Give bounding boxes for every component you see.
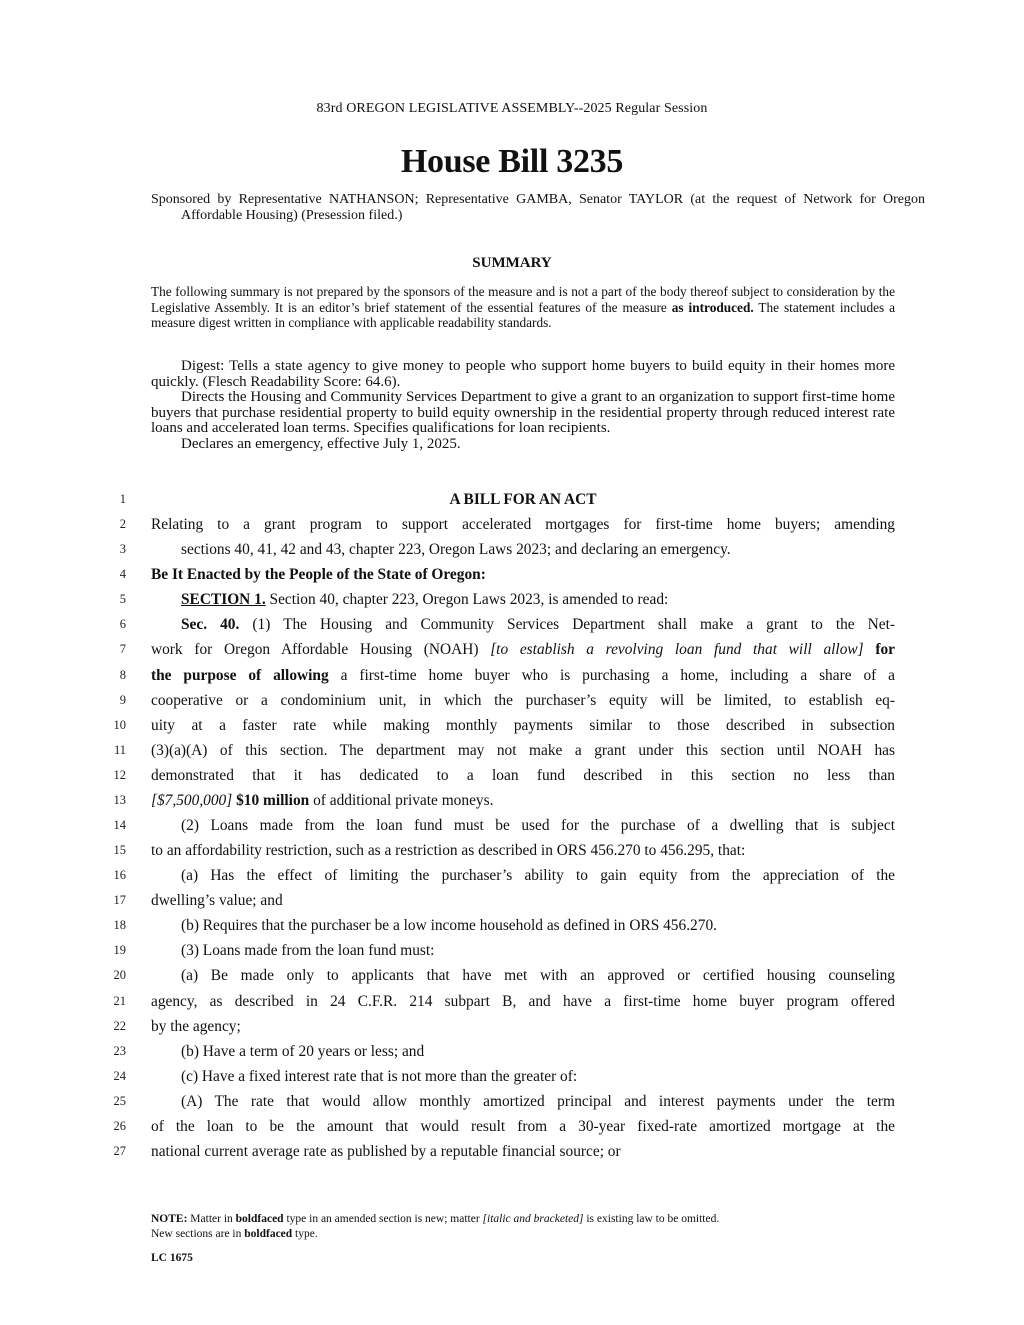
bill-line — [0, 989, 1024, 1014]
bill-line — [0, 1139, 1024, 1164]
line-number: 2 — [119, 517, 126, 532]
bill-line — [0, 612, 1024, 637]
bill-line — [0, 738, 1024, 763]
bill-line — [0, 713, 1024, 738]
line-text: dwelling’s value; and — [151, 892, 283, 910]
bill-line — [0, 663, 1024, 688]
line-text: national current average rate as published by a reputable financial source; or — [151, 1143, 621, 1161]
bill-line — [0, 938, 1024, 963]
act-heading-text: A BILL FOR AN ACT — [449, 491, 597, 508]
digest-text: Digest: Tells a state agency to give money to people who support home buyers to build equity in their homes more quickly. (Flesch Readability Score: 64.6). — [151, 358, 895, 390]
l7-text: work for Oregon Affordable Housing (NOAH) — [151, 641, 491, 659]
summary-intro-bold: as introduced. — [671, 299, 754, 315]
bill-line — [0, 763, 1024, 788]
line-number: 20 — [113, 968, 126, 983]
l13-deleted: [$7,500,000] — [151, 791, 233, 809]
summary-intro — [151, 284, 895, 331]
sec-label: Sec. 40. — [181, 616, 240, 634]
note-bold1: boldfaced — [235, 1213, 284, 1225]
line-text: of the loan to be the amount that would result from a 30-year fixed-rate amortized mortgage at the — [151, 1117, 895, 1135]
bill-title: House Bill 3235 — [400, 143, 624, 180]
summary-heading: SUMMARY — [472, 255, 552, 271]
note-label: NOTE: — [151, 1213, 188, 1225]
note-c: is existing law to be omitted. — [583, 1213, 720, 1225]
line-text: Relating to a grant program to support accelerated mortgages for first-time home buyers; amending — [151, 516, 895, 534]
line-number: 13 — [113, 792, 126, 807]
sponsors-line: Sponsored by Representative NATHANSON; Representative GAMBA, Senator TAYLOR (at the request of Network for Oregon Affordable Housing) (Presession filed.) — [151, 192, 925, 223]
note-d: New sections are in — [151, 1228, 245, 1240]
l7-new: for — [863, 641, 895, 659]
line-text: (a) Has the effect of limiting the purchaser’s ability to gain equity from the appreciation of the — [181, 867, 895, 885]
line-text — [151, 788, 895, 813]
note-a: Matter in — [187, 1213, 236, 1225]
l7-deleted: [to establish a revolving loan fund that will allow] — [490, 641, 864, 659]
bill-line — [0, 688, 1024, 713]
bill-act-heading — [151, 487, 895, 512]
section-label: SECTION 1. — [181, 591, 266, 609]
summary-intro-a: The following summary is not prepared by the sponsors of the measure and is not a part of the body thereof subject to consideration by the Legislative Assembly. It is an editor’s brief statement of the essential features of the measure — [151, 284, 895, 315]
measure-digest — [151, 359, 895, 452]
note-bold2: boldfaced — [244, 1228, 293, 1240]
l8-new: the purpose of allowing — [151, 666, 329, 684]
line-number: 10 — [113, 717, 126, 732]
bill-line — [0, 587, 1024, 612]
line-text: (3)(a)(A) of this section. The department may not make a grant under this section until NOAH has — [151, 741, 895, 759]
line-number: 18 — [113, 918, 126, 933]
line-number: 7 — [119, 642, 126, 657]
bill-line — [0, 1064, 1024, 1089]
line-number: 22 — [113, 1018, 126, 1033]
line-text: (3) Loans made from the loan fund must: — [181, 942, 435, 960]
line-number: 15 — [113, 843, 126, 858]
line-text: (b) Requires that the purchaser be a low income household as defined in ORS 456.270. — [181, 917, 717, 935]
session-header: 83rd OREGON LEGISLATIVE ASSEMBLY--2025 Regular Session — [316, 101, 708, 116]
digest-directs: Directs the Housing and Community Services Department to give a grant to an organization to support first-time home buyers that purchase residential property to build equity ownership in the residential property through reduced interest rate loans and accelerated loan terms. Specifies qualifications for loan recipients. — [151, 389, 895, 436]
section-text: Section 40, chapter 223, Oregon Laws 2023, is amended to read: — [265, 591, 669, 609]
bill-line — [0, 813, 1024, 838]
line-number: 14 — [113, 818, 126, 833]
line-number: 5 — [119, 592, 126, 607]
digest-emergency: Declares an emergency, effective July 1, 2025. — [181, 435, 461, 452]
bill-line — [0, 637, 1024, 662]
line-text — [151, 587, 895, 612]
line-text: by the agency; — [151, 1017, 241, 1035]
line-number: 3 — [119, 542, 126, 557]
line-number: 26 — [113, 1118, 126, 1133]
bill-line — [0, 487, 1024, 512]
line-text — [151, 637, 895, 662]
bill-line — [0, 1014, 1024, 1039]
line-number: 17 — [113, 893, 126, 908]
bill-line — [0, 838, 1024, 863]
line-number: 8 — [119, 667, 126, 682]
line-number: 4 — [119, 567, 126, 582]
line-number: 16 — [113, 868, 126, 883]
l13-new: $10 million — [232, 791, 310, 809]
line-text: sections 40, 41, 42 and 43, chapter 223, Oregon Laws 2023; and declaring an emergency. — [181, 541, 731, 559]
line-text: (2) Loans made from the loan fund must be used for the purchase of a dwelling that is subject — [181, 817, 895, 835]
line-text — [151, 612, 895, 637]
l13-text: of additional private moneys. — [309, 791, 494, 809]
bill-body — [0, 487, 1024, 1164]
bill-line — [0, 1089, 1024, 1114]
line-text: uity at a faster rate while making monthly payments similar to those described in subsection — [151, 716, 895, 734]
line-number: 1 — [119, 492, 126, 506]
summary-intro-b: The statement includes a measure digest written in compliance with applicable readability standards. — [151, 299, 896, 330]
line-number: 12 — [113, 767, 126, 782]
line-text: agency, as described in 24 C.F.R. 214 subpart B, and have a first-time home buyer program offered — [151, 992, 895, 1010]
note-italic: [italic and bracketed] — [482, 1213, 584, 1225]
line-number: 23 — [113, 1043, 126, 1058]
line-text: (b) Have a term of 20 years or less; and — [181, 1042, 425, 1060]
bill-line — [0, 913, 1024, 938]
bill-line — [0, 512, 1024, 537]
enacting-clause-text: Be It Enacted by the People of the State of Oregon: — [151, 566, 486, 584]
line-text: (c) Have a fixed interest rate that is not more than the greater of: — [181, 1067, 578, 1085]
bill-line — [0, 888, 1024, 913]
bill-line — [0, 537, 1024, 562]
bill-line — [0, 963, 1024, 988]
line-text: (A) The rate that would allow monthly amortized principal and interest payments under the term — [181, 1092, 895, 1110]
l8-text: a first-time home buyer who is purchasing a home, including a share of a — [328, 666, 895, 684]
line-text: cooperative or a condominium unit, in which the purchaser’s equity will be limited, to establish eq- — [151, 691, 895, 709]
bill-line — [0, 788, 1024, 813]
bill-line — [0, 863, 1024, 888]
bill-line — [0, 562, 1024, 587]
line-text — [151, 663, 895, 688]
line-text: demonstrated that it has dedicated to a loan fund described in this section no less than — [151, 766, 895, 784]
bill-line — [0, 1114, 1024, 1139]
sec-text: (1) The Housing and Community Services Department shall make a grant to the Net- — [239, 616, 895, 634]
line-number: 21 — [113, 993, 126, 1008]
line-text: to an affordability restriction, such as a restriction as described in ORS 456.270 to 456.295, that: — [151, 842, 746, 860]
line-number: 9 — [119, 692, 126, 707]
line-number: 24 — [113, 1068, 126, 1083]
bill-line — [0, 1039, 1024, 1064]
line-number: 11 — [113, 742, 126, 757]
line-number: 25 — [113, 1093, 126, 1108]
lc-number: LC 1675 — [151, 1252, 193, 1264]
line-number: 27 — [113, 1144, 126, 1159]
footer-note — [151, 1212, 895, 1242]
note-b: type in an amended section is new; matter — [283, 1213, 483, 1225]
line-number: 19 — [113, 943, 126, 958]
line-text: (a) Be made only to applicants that have met with an approved or certified housing counseling — [181, 967, 895, 985]
line-number: 6 — [119, 617, 126, 632]
note-e: type. — [292, 1228, 318, 1240]
enacting-clause — [151, 562, 895, 587]
